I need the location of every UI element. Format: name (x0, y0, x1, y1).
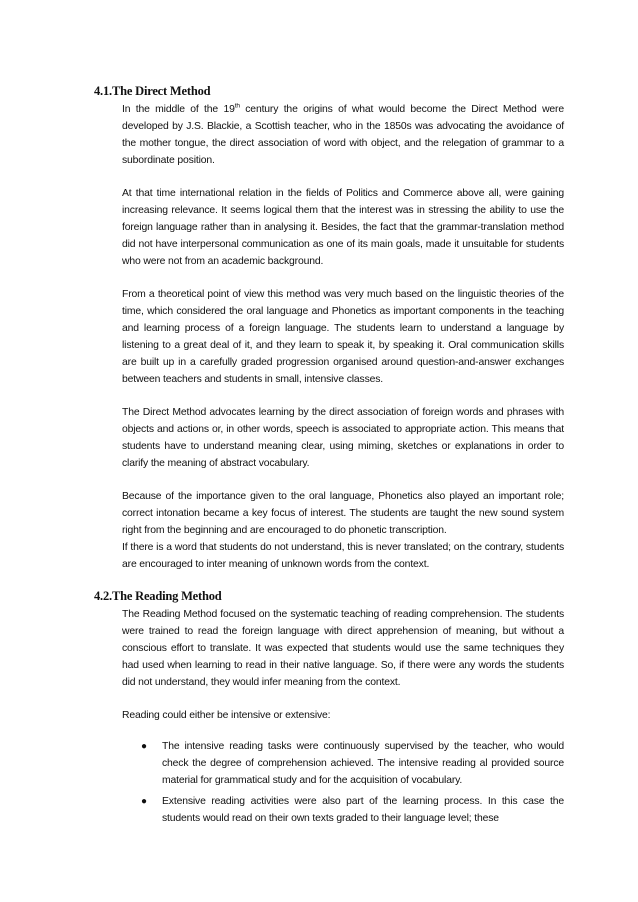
paragraph-phonetics (122, 488, 564, 573)
list-item (141, 793, 564, 827)
superscript-th: th (234, 102, 240, 110)
bullet-text-intensive: The intensive reading tasks were continuously supervised by the teacher, who would check the degree of comprehension achieved. The intensive reading al provided source material for grammatical study and for the acquisition of vocabulary. (162, 741, 564, 786)
section-heading-reading-method: 4.2.The Reading Method (94, 589, 222, 603)
bullet-text-extensive: Extensive reading activities were also part of the learning process. In this case the students would read on their own texts graded to their language level; these (162, 796, 564, 824)
list-item (141, 738, 564, 789)
paragraph-direct-association: The Direct Method advocates learning by the direct association of foreign words and phrases with objects and actions or, in other words, speech is associated to appropriate action. This means that students have to understand meaning clear, using miming, sketches or explanations in order to clarify the meaning of abstract vocabulary. (122, 407, 564, 469)
section-body-reading-method (122, 606, 564, 831)
section-heading-direct-method: 4.1.The Direct Method (94, 84, 211, 98)
paragraph-origins-rest: century the origins of what would become the Direct Method were developed by J.S. Blackie, a Scottish teacher, who in the 1850s was advocating the avoidance of the mother tongue, the direct association of word with object, and the relegation of grammar to a subordinate position. (122, 104, 564, 166)
paragraph-origins-start: In the middle of the 19 (122, 104, 235, 115)
bullet-icon: ● (141, 741, 147, 752)
paragraph-reading-focus: The Reading Method focused on the systematic teaching of reading comprehension. The students were trained to read the foreign language with direct apprehension of meaning, but without a conscious effort to translate. It was expected that students would use the same techniques they had used when learning to read in their native language. So, if there were any words the students did not understand, they would infer meaning from the context. (122, 609, 564, 688)
bullet-icon: ● (141, 796, 147, 807)
paragraph-phonetics-main: Because of the importance given to the oral language, Phonetics also played an important role; correct intonation became a key focus of interest. The students are taught the new sound system right from the beginning and are encouraged to do phonetic transcription. (122, 491, 564, 536)
paragraph-theoretical-basis: From a theoretical point of view this method was very much based on the linguistic theories of the time, which considered the oral language and Phonetics as important components in the teaching and learning process of a foreign language. The students learn to understand a language by listening to a great deal of it, and they learn to speak it, by speaking it. Oral communication skills are built up in a carefully graded progression organised around question-and-answer exchanges between teachers and students in small, intensive classes. (122, 289, 564, 385)
paragraph-intensive-or-extensive: Reading could either be intensive or extensive: (122, 710, 331, 721)
paragraph-phonetics-inference: If there is a word that students do not understand, this is never translated; on the contrary, students are encouraged to inter meaning of unknown words from the context. (122, 542, 564, 570)
bullet-list (141, 738, 564, 827)
paragraph-international-relation: At that time international relation in the fields of Politics and Commerce above all, were gaining increasing relevance. It seems logical them that the interest was in stressing the ability to use the foreign language rather than in analysing it. Besides, the fact that the grammar-translation method did not have interpersonal communication as one of its main goals, made it unsuitable for students who were not from an academic background. (122, 188, 564, 267)
section-body-direct-method (122, 101, 564, 589)
paragraph-origins (122, 101, 564, 169)
